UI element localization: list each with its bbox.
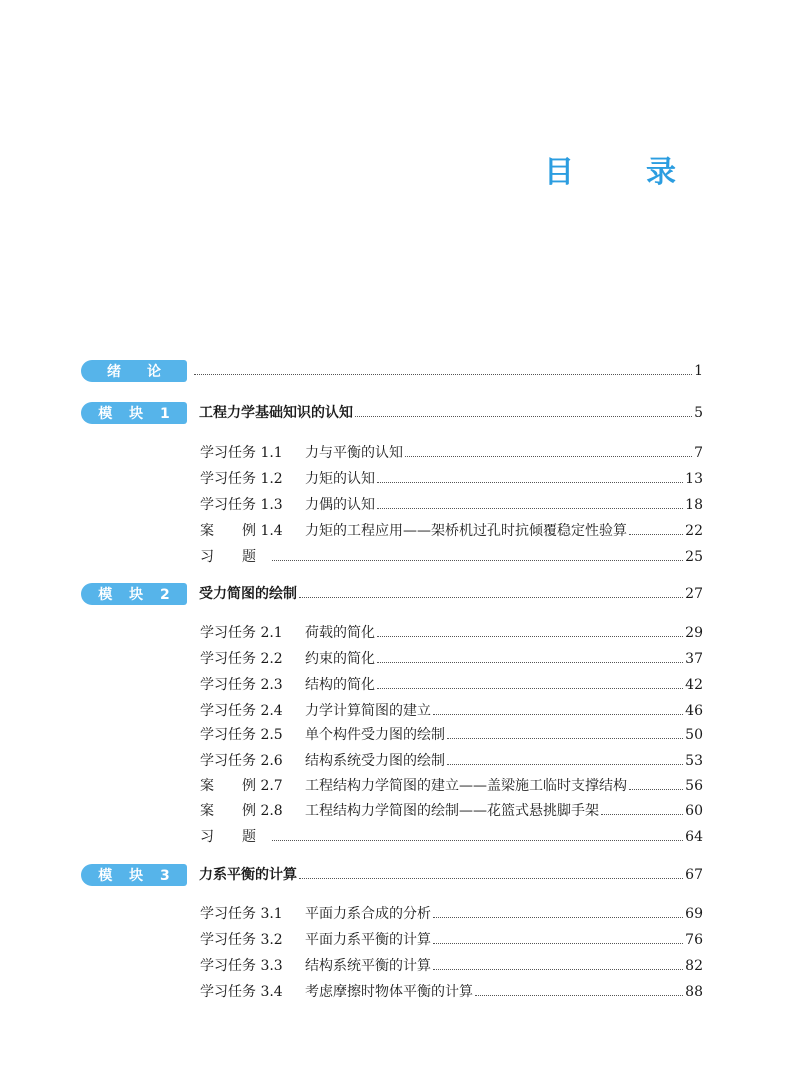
toc-entry: [200, 956, 703, 976]
dot-leader: [405, 456, 692, 457]
toc-heading-char-2: 录: [646, 155, 678, 190]
toc-heading: [544, 147, 678, 191]
item-label: 学习任务 3.1: [200, 906, 283, 922]
toc-entry: [200, 801, 703, 821]
toc-item-row[interactable]: [0, 441, 790, 465]
toc-item-row[interactable]: [0, 519, 790, 543]
toc-item-row[interactable]: [0, 749, 790, 773]
dot-leader: [475, 995, 683, 996]
dot-leader: [433, 917, 683, 918]
toc-entry: [200, 982, 703, 1002]
item-label: 案 例 2.8: [200, 803, 283, 819]
page-number: 42: [685, 677, 703, 693]
module-title: 工程力学基础知识的认知: [199, 405, 353, 421]
page-number: 29: [685, 625, 703, 641]
toc-module-row[interactable]: [0, 863, 790, 887]
page-number: 60: [685, 803, 703, 819]
module-badge: 模 块 2: [81, 583, 187, 605]
item-title: 力学计算简图的建立: [305, 703, 431, 719]
module-title: 力系平衡的计算: [199, 867, 297, 883]
page-number: 67: [685, 867, 703, 883]
toc-entry: [200, 469, 703, 489]
page-number: 82: [685, 958, 703, 974]
toc-entry: [199, 584, 703, 604]
toc-entry: [200, 495, 703, 515]
item-title: 工程结构力学简图的绘制——花篮式悬挑脚手架: [305, 803, 599, 819]
toc-item-row[interactable]: [0, 799, 790, 823]
toc-module-row[interactable]: [0, 582, 790, 606]
page-number: 25: [685, 549, 703, 565]
toc-entry: [200, 547, 703, 567]
item-label: 学习任务 2.6: [200, 753, 283, 769]
toc-item-row[interactable]: [0, 493, 790, 517]
item-label: 案 例 2.7: [200, 778, 283, 794]
page-number: 69: [685, 906, 703, 922]
toc-entry: [192, 361, 703, 381]
toc-module-row[interactable]: [0, 401, 790, 425]
item-label: 学习任务 3.4: [200, 984, 283, 1000]
toc-item-row[interactable]: [0, 673, 790, 697]
toc-entry: [199, 865, 703, 885]
item-label: 案 例 1.4: [200, 523, 283, 539]
toc-entry: [200, 701, 703, 721]
dot-leader: [299, 597, 683, 598]
item-label: 学习任务 2.3: [200, 677, 283, 693]
item-title: 工程结构力学简图的建立——盖梁施工临时支撑结构: [305, 778, 627, 794]
page-number: 18: [685, 497, 703, 513]
page-number: 46: [685, 703, 703, 719]
page-number: 50: [685, 727, 703, 743]
item-title: 考虑摩擦时物体平衡的计算: [305, 984, 473, 1000]
item-title: 力偶的认知: [305, 497, 375, 513]
dot-leader: [377, 688, 683, 689]
item-label: 学习任务 3.2: [200, 932, 283, 948]
item-label: 学习任务 1.1: [200, 445, 283, 461]
toc-entry: [200, 827, 703, 847]
page-number: 88: [685, 984, 703, 1000]
item-title: 约束的简化: [305, 651, 375, 667]
dot-leader: [272, 840, 683, 841]
toc-item-row[interactable]: [0, 774, 790, 798]
toc-entry: [200, 675, 703, 695]
item-title: 结构系统平衡的计算: [305, 958, 431, 974]
toc-entry: [200, 930, 703, 950]
toc-entry: [200, 623, 703, 643]
page-number: 64: [685, 829, 703, 845]
toc-entry: [200, 725, 703, 745]
toc-intro-row[interactable]: [0, 359, 790, 383]
toc-item-row[interactable]: [0, 467, 790, 491]
toc-entry: [199, 403, 703, 423]
page-number: 13: [685, 471, 703, 487]
toc-item-row[interactable]: [0, 902, 790, 926]
toc-item-row[interactable]: [0, 723, 790, 747]
dot-leader: [433, 714, 683, 715]
item-title: 平面力系合成的分析: [305, 906, 431, 922]
toc-entry: [200, 443, 703, 463]
item-label: 学习任务 2.2: [200, 651, 283, 667]
item-title: 荷载的简化: [305, 625, 375, 641]
dot-leader: [377, 482, 683, 483]
item-label: 习 题: [200, 829, 256, 845]
toc-item-row[interactable]: [0, 980, 790, 1004]
item-label: 学习任务 2.5: [200, 727, 283, 743]
toc-item-row[interactable]: [0, 954, 790, 978]
toc-item-row[interactable]: [0, 825, 790, 849]
item-label: 学习任务 1.3: [200, 497, 283, 513]
toc-entry: [200, 521, 703, 541]
toc-entry: [200, 904, 703, 924]
item-title: 平面力系平衡的计算: [305, 932, 431, 948]
dot-leader: [377, 636, 683, 637]
toc-item-row[interactable]: [0, 545, 790, 569]
item-title: 力矩的认知: [305, 471, 375, 487]
dot-leader: [194, 374, 692, 375]
item-label: 学习任务 2.1: [200, 625, 283, 641]
page-number: 56: [685, 778, 703, 794]
dot-leader: [601, 814, 683, 815]
page-number: 27: [685, 586, 703, 602]
dot-leader: [299, 878, 683, 879]
dot-leader: [433, 943, 683, 944]
dot-leader: [377, 508, 683, 509]
intro-badge: 绪 论: [81, 360, 187, 382]
item-label: 学习任务 2.4: [200, 703, 283, 719]
page-number: 5: [694, 405, 703, 421]
module-badge: 模 块 3: [81, 864, 187, 886]
module-title: 受力简图的绘制: [199, 586, 297, 602]
dot-leader: [447, 764, 683, 765]
module-badge: 模 块 1: [81, 402, 187, 424]
item-title: 结构的简化: [305, 677, 375, 693]
page-number: 37: [685, 651, 703, 667]
toc-entry: [200, 649, 703, 669]
page-number: 53: [685, 753, 703, 769]
toc-heading-char-1: 目: [544, 155, 576, 190]
dot-leader: [629, 789, 683, 790]
dot-leader: [272, 560, 683, 561]
toc-item-row[interactable]: [0, 621, 790, 645]
toc-entry: [200, 776, 703, 796]
dot-leader: [355, 416, 692, 417]
dot-leader: [433, 969, 683, 970]
toc-item-row[interactable]: [0, 647, 790, 671]
item-title: 力与平衡的认知: [305, 445, 403, 461]
toc-item-row[interactable]: [0, 699, 790, 723]
item-title: 结构系统受力图的绘制: [305, 753, 445, 769]
page-number: 7: [694, 445, 703, 461]
item-label: 学习任务 3.3: [200, 958, 283, 974]
toc-item-row[interactable]: [0, 928, 790, 952]
item-title: 力矩的工程应用——架桥机过孔时抗倾覆稳定性验算: [305, 523, 627, 539]
dot-leader: [447, 738, 683, 739]
item-label: 习 题: [200, 549, 256, 565]
dot-leader: [377, 662, 683, 663]
page-number: 76: [685, 932, 703, 948]
item-label: 学习任务 1.2: [200, 471, 283, 487]
page-number: 22: [685, 523, 703, 539]
page-number: 1: [694, 363, 703, 379]
item-title: 单个构件受力图的绘制: [305, 727, 445, 743]
dot-leader: [629, 534, 683, 535]
toc-entry: [200, 751, 703, 771]
